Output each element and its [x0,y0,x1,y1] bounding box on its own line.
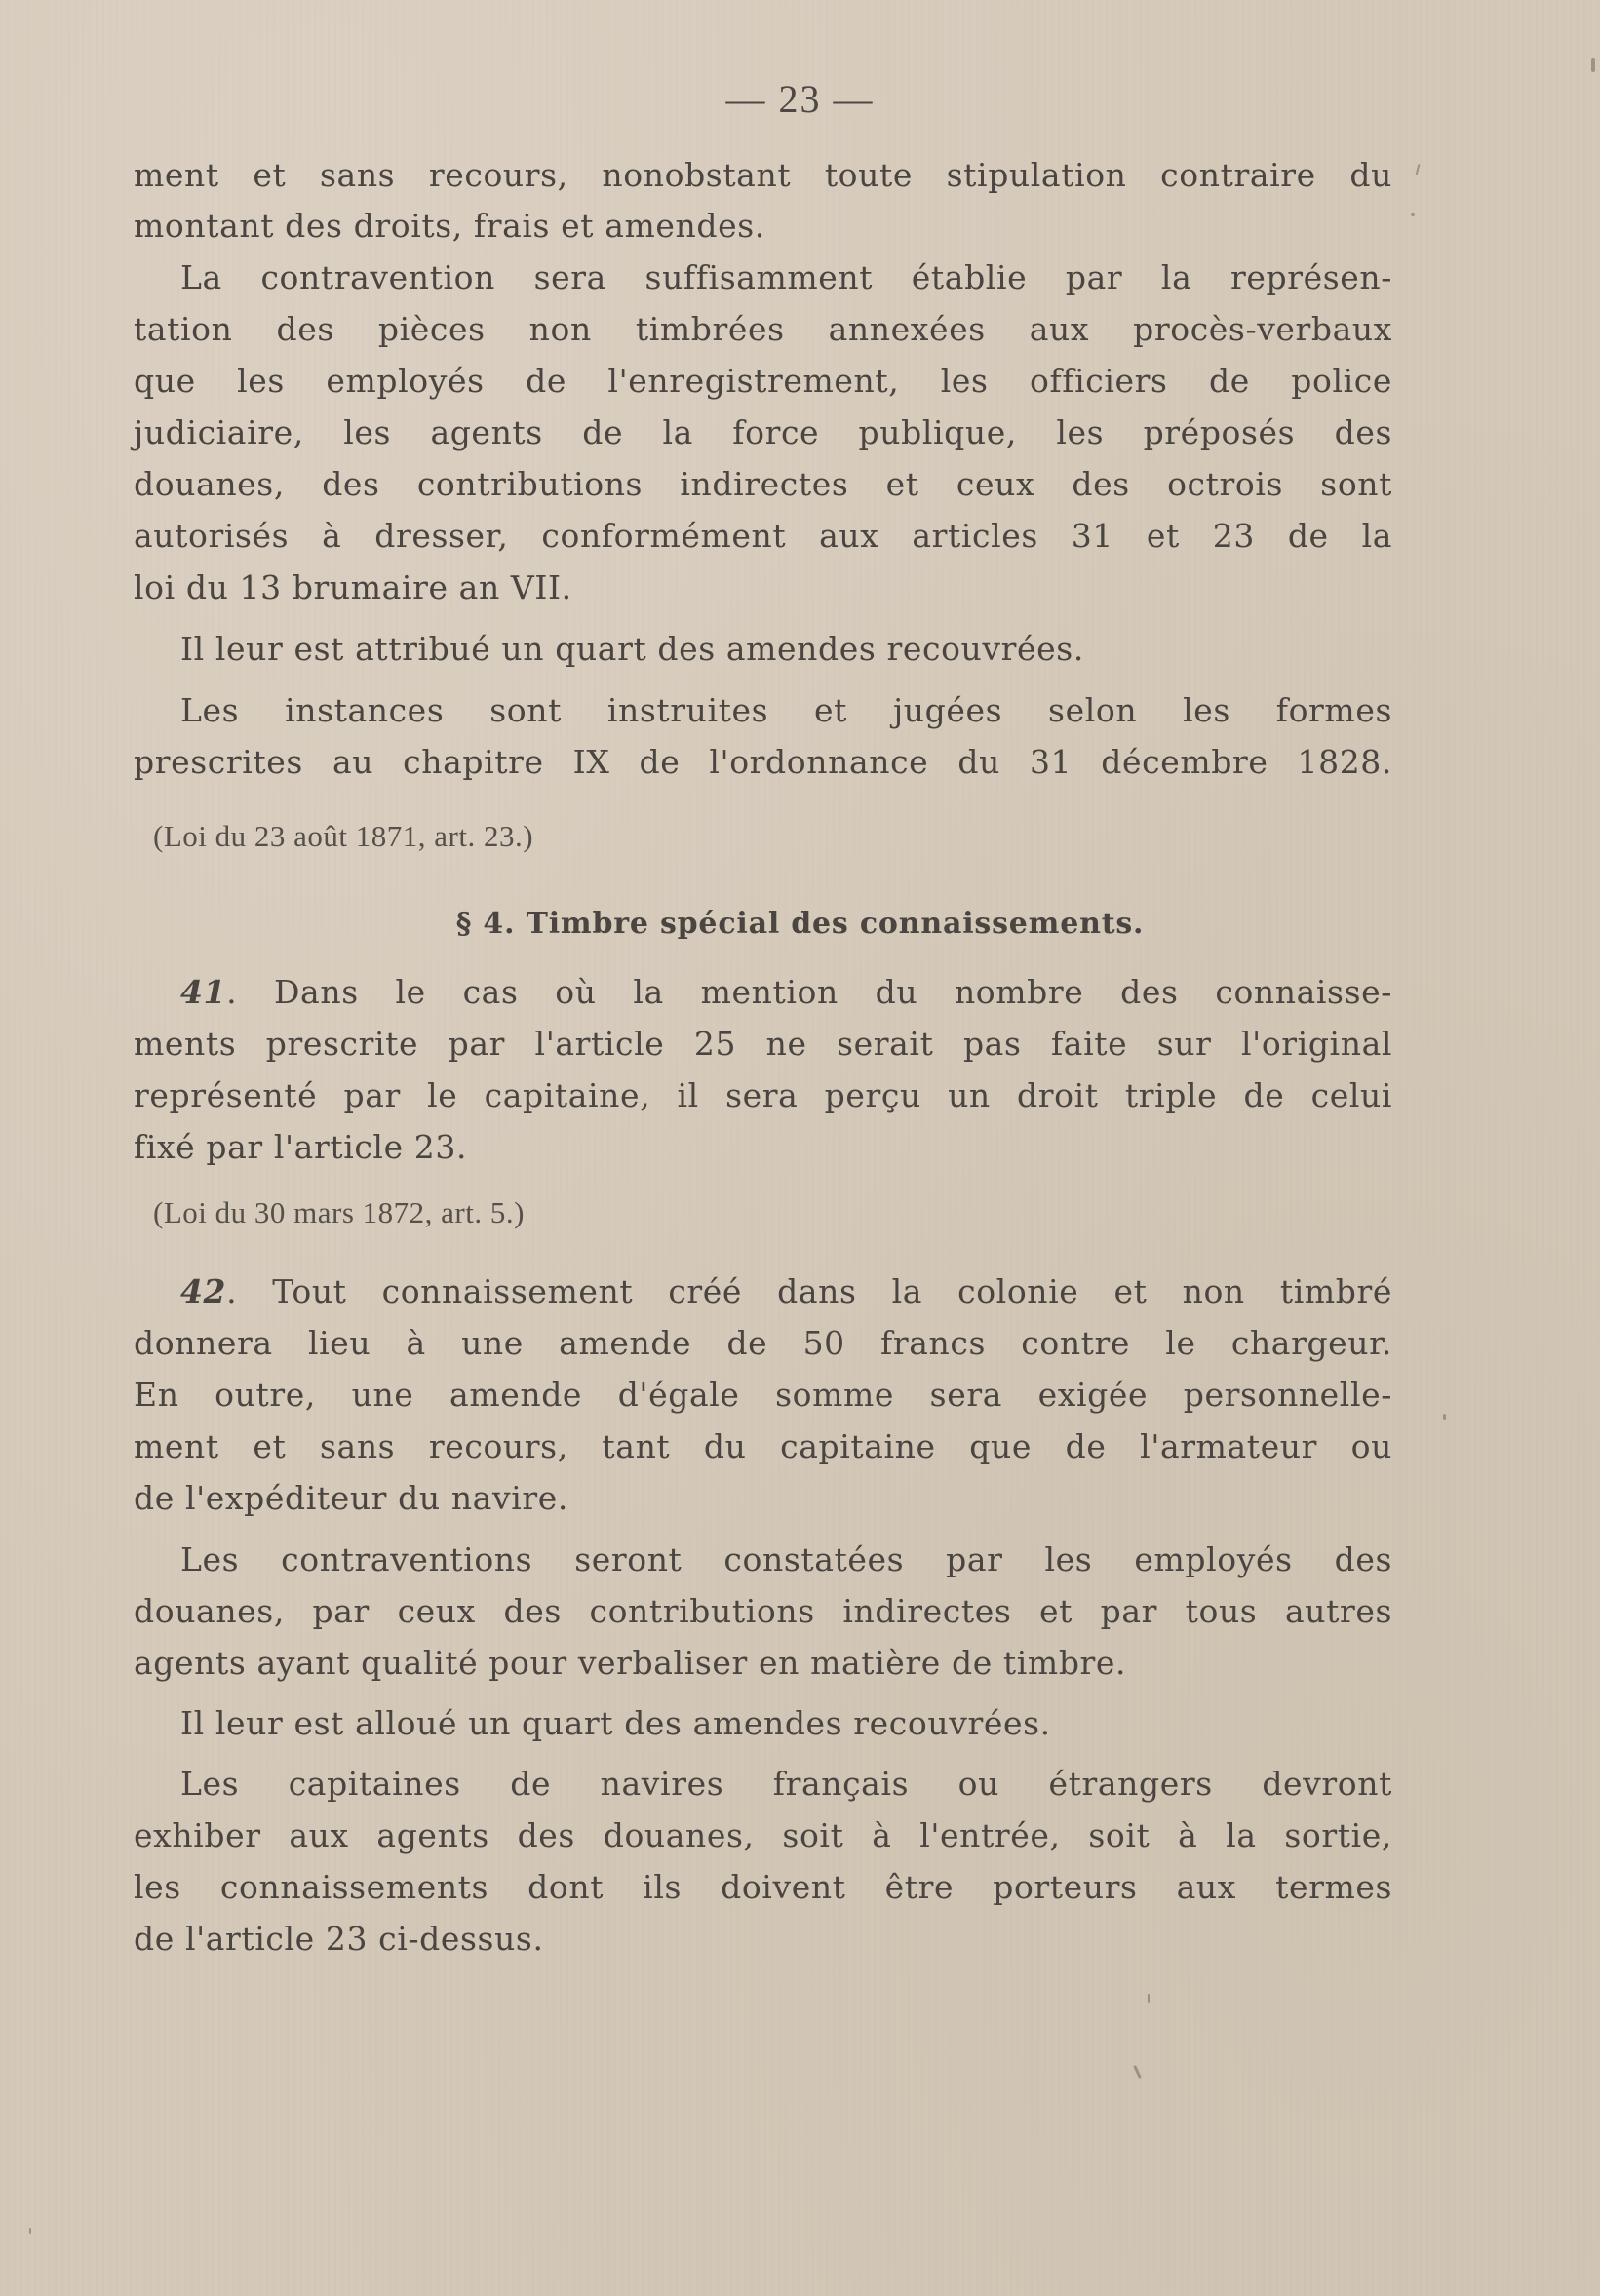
text-line: judiciaire, les agents de la force publique, les préposés des [134,413,1392,451]
text-span: . Dans le cas où la mention du nombre des connaisse- [226,973,1392,1011]
paper-speck [1411,213,1415,216]
text-line: représenté par le capitaine, il sera perçu un droit triple de celui [134,1076,1392,1114]
text-line: loi du 13 brumaire an VII. [134,568,572,606]
paper-speck [29,2228,31,2234]
article-number: 42 [180,1272,227,1310]
article-number: 41 [180,973,227,1011]
text-line: fixé par l'article 23. [134,1128,468,1166]
article-42-line [180,1272,1392,1311]
text-line: Les capitaines de navires français ou étrangers devront [180,1765,1392,1803]
page-number: — 23 — [725,77,875,121]
text-line: Les instances sont instruites et jugées selon les formes [180,691,1392,729]
article-41-line [180,973,1392,1012]
text-line: Il leur est attribué un quart des amendes recouvrées. [180,630,1084,668]
paper-speck [1148,1994,1150,2003]
text-line: douanes, par ceux des contributions indirectes et par tous autres [134,1592,1392,1630]
text-line: En outre, une amende d'égale somme sera exigée personnelle- [134,1376,1392,1414]
text-line: prescrites au chapitre IX de l'ordonnance du 31 décembre 1828. [134,743,1392,781]
text-line: donnera lieu à une amende de 50 francs contre le chargeur. [134,1324,1392,1362]
text-line: ment et sans recours, nonobstant toute stipulation contraire du [134,156,1392,194]
section-heading: § 4. Timbre spécial des connaissements. [455,907,1145,941]
paper-speck [1415,164,1420,175]
text-line: Il leur est alloué un quart des amendes recouvrées. [180,1704,1051,1742]
text-line: que les employés de l'enregistrement, les officiers de police [134,362,1392,400]
text-line: tation des pièces non timbrées annexées aux procès-verbaux [134,310,1392,348]
paper-speck [1133,2065,1142,2079]
text-line: La contravention sera suffisamment établie par la représen- [180,258,1392,296]
law-citation: (Loi du 23 août 1871, art. 23.) [153,819,534,853]
text-line: ment et sans recours, tant du capitaine que de l'armateur ou [134,1427,1392,1465]
text-line: les connaissements dont ils doivent être porteurs aux termes [134,1868,1392,1906]
text-span: . Tout connaissement créé dans la colonie et non timbré [226,1272,1392,1310]
text-line: ments prescrite par l'article 25 ne serait pas faite sur l'original [134,1025,1392,1063]
paper-speck [1591,58,1595,72]
law-citation: (Loi du 30 mars 1872, art. 5.) [153,1195,525,1229]
text-line: de l'article 23 ci-dessus. [134,1920,544,1958]
text-line: agents ayant qualité pour verbaliser en matière de timbre. [134,1644,1127,1682]
text-line: montant des droits, frais et amendes. [134,207,765,245]
paper-speck [1443,1414,1446,1420]
text-line: douanes, des contributions indirectes et ceux des octrois sont [134,465,1392,503]
text-line: exhiber aux agents des douanes, soit à l'entrée, soit à la sortie, [134,1816,1392,1854]
text-line: de l'expéditeur du navire. [134,1479,568,1517]
text-line: autorisés à dresser, conformément aux articles 31 et 23 de la [134,517,1392,555]
text-line: Les contraventions seront constatées par les employés des [180,1540,1392,1578]
